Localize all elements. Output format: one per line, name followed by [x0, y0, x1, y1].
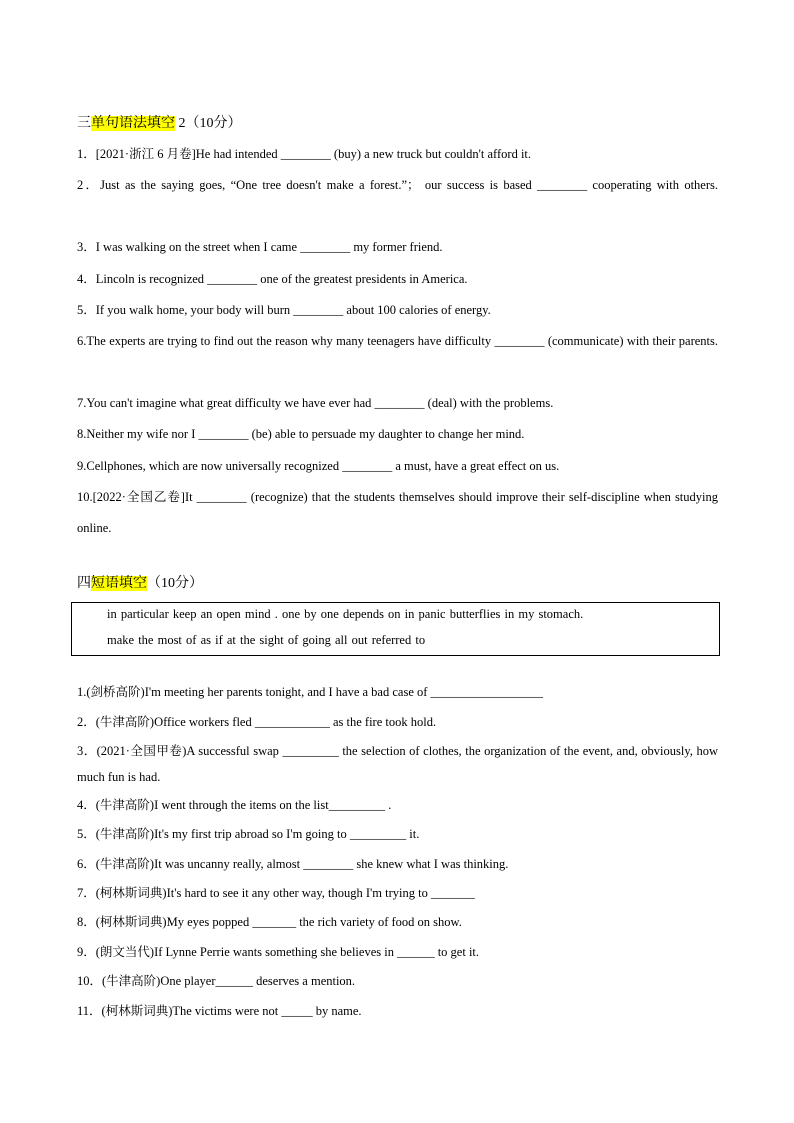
- section-4-title: [77, 575, 203, 593]
- grammar-question-6: 6.The experts are trying to find out the reason why many teenagers have difficulty ________ (communicate) with their parents.: [77, 334, 718, 348]
- phrase-question-4: 4．(牛津高阶)I went through the items on the list_________ .: [77, 798, 392, 812]
- section-4-number: 四: [77, 576, 91, 591]
- grammar-question-8: 8.Neither my wife nor I ________ (be) able to persuade my daughter to change her mind.: [77, 427, 525, 441]
- section-4-highlight: 短语填空: [91, 576, 147, 591]
- section-3-highlight: 单句语法填空: [91, 116, 175, 131]
- phrase-question-11: 11．(柯林斯词典)The victims were not _____ by name.: [77, 1004, 362, 1018]
- section-3-number: 三: [77, 116, 91, 131]
- section-3-suffix: 2（10分）: [175, 116, 242, 131]
- phrase-question-8: 8．(柯林斯词典)My eyes popped _______ the rich variety of food on show.: [77, 915, 462, 929]
- grammar-question-10: 10.[2022·全国乙卷]It ________ (recognize) that the students themselves should improve their self-discipline when studying online.: [77, 490, 718, 535]
- phrase-question-10: 10．(牛津高阶)One player______ deserves a mention.: [77, 974, 356, 988]
- phrase-question-6: 6．(牛津高阶)It was uncanny really, almost ________ she knew what I was thinking.: [77, 857, 509, 871]
- phrase-bank-row-1: in particular keep an open mind . one by one depends on in panic butterflies in my stomach.: [107, 607, 584, 621]
- section-3-title: [77, 115, 242, 133]
- phrase-bank-box: [71, 602, 720, 656]
- phrase-question-5: 5．(牛津高阶)It's my first trip abroad so I'm going to _________ it.: [77, 827, 420, 841]
- grammar-question-1: 1．[2021·浙江 6 月卷]He had intended ________ (buy) a new truck but couldn't afford it.: [77, 147, 532, 161]
- phrase-bank-row-2: make the most of as if at the sight of going all out referred to: [107, 633, 426, 647]
- grammar-question-9: 9.Cellphones, which are now universally recognized ________ a must, have a great effect on us.: [77, 459, 560, 473]
- phrase-question-2: 2．(牛津高阶)Office workers fled ____________ as the fire took hold.: [77, 715, 437, 729]
- phrase-question-7: 7．(柯林斯词典)It's hard to see it any other way, though I'm trying to _______: [77, 886, 475, 900]
- phrase-question-3: 3．(2021·全国甲卷)A successful swap _________ the selection of clothes, the organization of the event, and, obviously, how much fun is had.: [77, 744, 718, 784]
- grammar-question-7: 7.You can't imagine what great difficulty we have ever had ________ (deal) with the problems.: [77, 396, 554, 410]
- phrase-question-1: 1.(剑桥高阶)I'm meeting her parents tonight, and I have a bad case of __________________: [77, 685, 544, 699]
- section-4-suffix: （10分）: [147, 576, 203, 591]
- grammar-question-3: 3．I was walking on the street when I came ________ my former friend.: [77, 240, 443, 254]
- grammar-question-2: 2．Just as the saying goes, “One tree doesn't make a forest.”； our success is based ________ cooperating with others.: [77, 178, 718, 192]
- grammar-question-5: 5．If you walk home, your body will burn ________ about 100 calories of energy.: [77, 303, 491, 317]
- phrase-question-9: 9．(朗文当代)If Lynne Perrie wants something she believes in ______ to get it.: [77, 945, 480, 959]
- grammar-question-4: 4．Lincoln is recognized ________ one of the greatest presidents in America.: [77, 272, 468, 286]
